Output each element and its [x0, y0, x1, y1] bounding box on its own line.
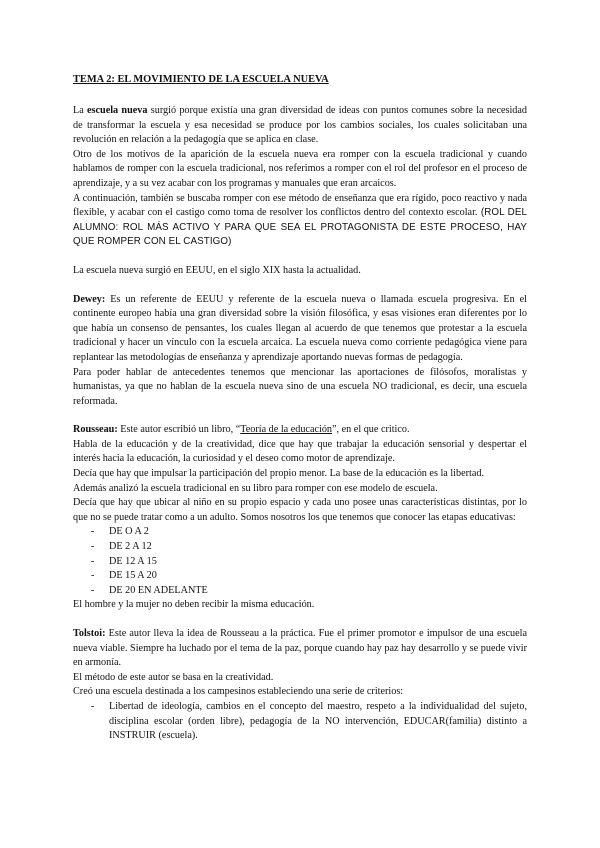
rousseau-name: Rousseau:: [73, 424, 118, 436]
tolstoi-name: Tolstoi:: [73, 628, 106, 639]
rousseau-paragraph-5: Decía que hay que ubicar al niño en su propio espacio y cada uno posee unas características distintas, por lo que no se puede tratar como a un adulto. Somos nosotros los que tenemos que conocer las etapas educativas:: [73, 497, 527, 523]
rousseau-paragraph-3: Decía que hay que impulsar la participación del propio menor. La base de la educación es la libertad.: [73, 468, 485, 480]
intro-p3-text: A continuación, también se buscaba romper con ese método de enseñanza que era rígido, poco reactivo y nada flexible, y acabar con el castigo como toma de resolver los conflictos dentro del contexto escolar.: [73, 192, 527, 219]
list-item: - DE 20 EN ADELANTE: [91, 584, 527, 599]
list-item: - DE 2 A 12: [91, 540, 527, 555]
rousseau-paragraph-2: Habla de la educación y de la creatividad, dice que hay que trabajar la educación sensorial y despertar el interés hacia la educación, la curiosidad y el deseo como motor de aprendizaje.: [73, 438, 527, 465]
tolstoi-paragraph-2: El método de este autor se basa en la creatividad.: [73, 671, 274, 683]
rousseau-paragraph-1: [73, 423, 527, 438]
intro-p1-text: surgió porque existía una gran diversidad de ideas con puntos comunes sobre la necesidad de transformar la escuela y esa necesidad se produce por los cambios sociales, los cuales solicitaban una revolución en relación a la pedagogía que se aplica en clase.: [73, 105, 528, 146]
spacer: [73, 279, 527, 293]
list-item: - DE 15 A 20: [91, 569, 527, 584]
dewey-name: Dewey:: [73, 293, 106, 305]
rousseau-p1-a: Este autor escribió un libro, “: [117, 424, 241, 436]
intro-paragraph-2: Otro de los motivos de la aparición de la escuela nueva era romper con la escuela tradicional y cuando hablamos de romper con la escuela tradicional, nos referimos a romper con el rol del profesor en el proceso de aprendizaje, y a su vez acabar con los programas y manuales que eran arcaicos.: [73, 148, 527, 189]
book-title: Teoría de la educación: [240, 424, 333, 436]
tolstoi-p1-text: Este autor lleva la idea de Rousseau a la práctica. Fue el primer promotor e impulsor de una escuela nueva viable. Siempre ha luchado por el tema de la paz, porque cuando hay paz hay desarrollo y se puede vivir en armonía.: [73, 628, 527, 669]
rousseau-paragraph-4: Además analizó la escuela tradicional en su libro para romper con ese modelo de escuela.: [73, 482, 438, 494]
dewey-p1-text: Es un referente de EEUU y referente de la escuela nueva o llamada escuela progresiva. En el continente europeo había una gran diversidad sobre la visión filosófica, y esas visiones eran diferentes por lo que había un consenso de pensantes, los cuales llegan al acuerdo de que tenemos que protestar a la escuela tradicional y hacer un vínculo con la escuela arcaica. La escuela nueva como corriente pedagógica viene para replantear las metodologías de enseñanza y aprendizaje aportando nuevas formas de pedagogía.: [73, 293, 527, 363]
spacer: [73, 613, 527, 627]
rousseau-p1-b: ”, en el que critico.: [332, 424, 410, 436]
document-title: TEMA 2: EL MOVIMIENTO DE LA ESCUELA NUEVA: [73, 74, 329, 85]
rousseau-paragraph-6: El hombre y la mujer no deben recibir la misma educación.: [73, 599, 315, 611]
list-item: - DE 12 A 15: [91, 555, 527, 570]
tolstoi-paragraph-3: Creó una escuela destinada a los campesinos estableciendo una serie de criterios:: [73, 686, 404, 698]
intro-paragraph-1: [73, 104, 527, 148]
list-item: - Libertad de ideología, cambios en el concepto del maestro, respeto a la individualidad del sujeto, disciplina escolar (orden libre), pedagogía de la NO intervención, EDUCAR(familia) distinto a INSTRUIR (escuela).: [91, 700, 527, 744]
intro-paragraph-4: La escuela nueva surgió en EEUU, en el siglo XIX hasta la actualidad.: [73, 264, 361, 276]
criteria-list: [73, 700, 527, 744]
spacer: [73, 409, 527, 423]
intro-paragraph-3: [73, 192, 527, 250]
tolstoi-paragraph-1: [73, 627, 527, 671]
spacer: [73, 250, 527, 264]
intro-p1-lead: La: [73, 105, 88, 116]
dewey-paragraph-1: [73, 293, 527, 366]
dewey-paragraph-2: Para poder hablar de antecedentes tenemos que mencionar las aportaciones de filósofos, moralistas y humanistas, ya que no hablan de la escuela nueva sino de una escuela NO tradicional, es decir, una escuela reformada.: [73, 366, 527, 407]
stages-list: [73, 525, 527, 598]
list-item: - DE O A 2: [91, 525, 527, 540]
escuela-nueva-term: escuela nueva: [87, 105, 148, 116]
intro-p3-caps-note: (ROL DEL ALUMNO: ROL MÁS ACTIVO Y PARA QUE SEA EL PROTAGONISTA DE ESTE PROCESO, HAY QUE ROMPER CON EL CASTIGO): [73, 207, 527, 248]
